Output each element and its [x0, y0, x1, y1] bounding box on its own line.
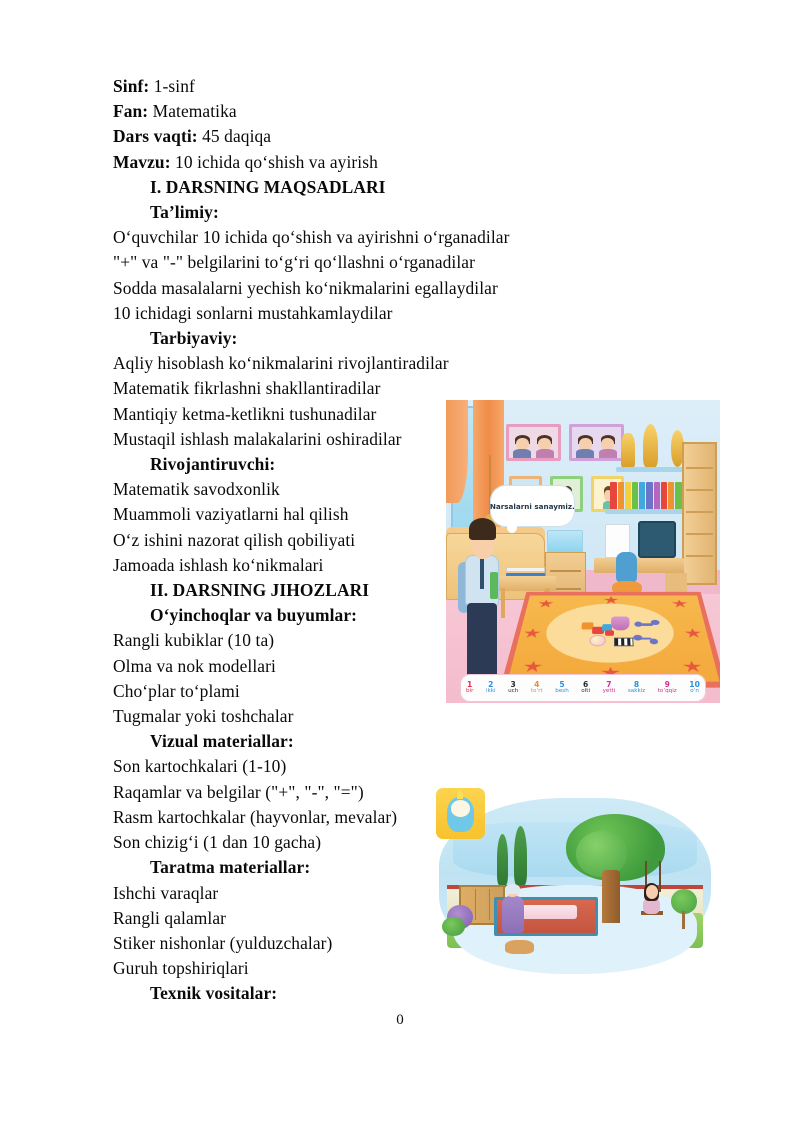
number-line-numeral: 4 [534, 679, 540, 689]
number-line-cell [466, 681, 473, 695]
trophy-icon [621, 433, 635, 466]
girl-on-swing [639, 881, 665, 932]
rivojlantiruvchi-item-1: Matematik savodxonlik [113, 479, 280, 500]
toy-dumbbell-bar [638, 638, 651, 640]
page-number: 0 [396, 1012, 404, 1028]
number-line-word: olti [581, 688, 591, 695]
woman-headscarf [505, 884, 521, 894]
small-tree [671, 889, 697, 929]
boy-trousers [467, 603, 497, 679]
book-spine [610, 482, 616, 509]
figure-courtyard-illustration [430, 786, 720, 984]
green-book [490, 572, 498, 599]
tree-crown-highlight [576, 831, 627, 877]
green-bush [442, 917, 465, 937]
number-line-numeral: 1 [467, 679, 473, 689]
tarbiyaviy-item-2: Matematik fikrlashni shakllantiradilar [113, 378, 381, 399]
wall-portrait-parents-1 [506, 424, 561, 460]
curtain-left [446, 400, 468, 503]
number-line-numeral: 8 [633, 679, 640, 689]
number-line-word: o‘n [690, 688, 699, 695]
vizual-item-4: Son chizig‘i (1 dan 10 gacha) [113, 832, 322, 853]
rug-flower-motif [537, 599, 554, 607]
toy-group [573, 614, 665, 657]
tarbiyaviy-item-1: Aqliy hisoblash ko‘nikmalarini rivojlantiradilar [113, 353, 449, 374]
woman-character [500, 885, 526, 933]
swing-rope [659, 861, 661, 892]
number-line-numeral: 10 [689, 679, 700, 689]
meta-value-fan: Matematika [148, 101, 237, 122]
storage-cabinet [682, 442, 718, 584]
cypress-tree [514, 826, 527, 885]
toy-apple [604, 630, 614, 636]
meta-value-mavzu: 10 ichida qo‘shish va ayirish [170, 151, 378, 172]
meta-line-sinf [113, 74, 713, 99]
number-line-word: besh [555, 688, 569, 695]
number-line-numeral: 2 [488, 679, 494, 689]
rug-flower-motif [603, 596, 618, 604]
book-spine [661, 482, 667, 509]
tarbiyaviy-item-4: Mustaqil ishlash malakalarini oshiradilar [113, 428, 402, 449]
book-spine [618, 482, 624, 509]
number-line-numeral: 3 [510, 679, 516, 689]
portrait-face [575, 434, 595, 458]
meta-label-dars-vaqti: Dars vaqti: [113, 126, 198, 147]
meta-label-fan: Fan: [113, 101, 149, 122]
subheading-taratma: Taratma materiallar: [150, 857, 311, 878]
rivojlantiruvchi-item-4: Jamoada ishlash ko‘nikmalari [113, 554, 324, 575]
portrait-face [512, 434, 532, 458]
room-scene [446, 400, 720, 703]
vase-icon [643, 424, 658, 466]
computer-monitor [638, 521, 676, 557]
meta-value-dars-vaqti: 45 daqiqa [197, 126, 272, 147]
subheading-vizual: Vizual materiallar: [150, 731, 294, 752]
number-line-cell [603, 681, 616, 695]
floor-rug [500, 592, 720, 688]
book-spine [654, 482, 660, 509]
number-line-cell [555, 681, 568, 695]
rug-flower-motif [522, 628, 541, 637]
number-line-cell [581, 681, 590, 695]
number-line-numeral: 5 [559, 679, 565, 689]
number-line-cell [531, 681, 543, 695]
subheading-tarbiyaviy: Tarbiyaviy: [150, 328, 238, 349]
speech-bubble-text: Narsalarni sanaymiz. [489, 501, 575, 511]
cypress-tree [497, 834, 509, 885]
toy-dumbbell-bar [640, 623, 652, 625]
talimiy-item-3: Sodda masalalarni yechish ko‘nikmalarini egallaydilar [113, 277, 498, 298]
section-heading-2: II. DARSNING JIHOZLARI [150, 580, 370, 601]
number-line-word: sakkiz [627, 688, 646, 695]
section-heading-1: I. DARSNING MAQSADLARI [150, 176, 386, 197]
meta-line-mavzu [113, 150, 713, 175]
book-spine [625, 482, 631, 509]
subheading-oyinchoqlar: O‘yinchoqlar va buyumlar: [150, 605, 358, 626]
meta-label-sinf: Sinf: [113, 76, 150, 96]
taratma-item-1: Ishchi varaqlar [113, 882, 219, 903]
taratma-item-2: Rangli qalamlar [113, 907, 227, 928]
book-spine [646, 482, 652, 509]
toy-bucket [610, 616, 629, 630]
woman-dress [502, 896, 524, 932]
book-spine [639, 482, 645, 509]
talimiy-item-2: "+" va "-" belgilarini to‘g‘ri qo‘llashni o‘rganadilar [113, 252, 476, 273]
rug-flower-motif [671, 599, 688, 607]
number-line-cell [486, 681, 496, 695]
oyinchoqlar-item-3: Cho‘plar to‘plami [113, 680, 240, 701]
rivojlantiruvchi-item-2: Muammoli vaziyatlarni hal qilish [113, 504, 349, 525]
boy-hair [469, 518, 496, 540]
girl-head [646, 885, 658, 898]
bookshelf-books [610, 482, 681, 509]
tarbiyaviy-item-3: Mantiqiy ketma-ketlikni tushunadilar [113, 403, 377, 424]
rug-flower-motif [683, 628, 702, 637]
toy-cube [581, 623, 592, 630]
chessboard [614, 638, 634, 647]
number-line-cell [689, 681, 700, 695]
figure-classroom-illustration [446, 400, 720, 703]
number-line-word: to‘qqiz [657, 688, 677, 695]
mascot-horn [457, 791, 463, 799]
rivojlantiruvchi-item-3: O‘z ishini nazorat qilish qobiliyati [113, 529, 356, 550]
number-line-numeral: 7 [606, 679, 612, 689]
number-line-numeral: 9 [664, 679, 670, 689]
oyinchoqlar-item-2: Olma va nok modellari [113, 655, 276, 676]
book-spine [668, 482, 674, 509]
number-line-strip [460, 674, 707, 701]
taratma-item-3: Stiker nishonlar (yulduzchalar) [113, 932, 333, 953]
mascot-face [451, 800, 471, 816]
rug-flower-motif [522, 661, 543, 672]
oyinchoqlar-item-1: Rangli kubiklar (10 ta) [113, 630, 275, 651]
subheading-talimiy: Ta’limiy: [150, 202, 219, 223]
meta-line-fan [113, 99, 713, 124]
portrait-face [535, 434, 555, 458]
portrait-face [598, 434, 618, 458]
schoolboy-character [454, 521, 509, 691]
wall-portrait-parents-2 [569, 424, 624, 460]
boy-tie [480, 559, 484, 590]
wall-shelf-bottom [605, 509, 687, 514]
book-spine [632, 482, 638, 509]
vizual-item-2: Raqamlar va belgilar ("+", "-", "=") [113, 781, 364, 802]
meta-label-mavzu: Mavzu: [113, 151, 171, 172]
mascot-badge-icon [436, 788, 485, 839]
number-line-word: ikki [485, 688, 496, 695]
subheading-rivojlantiruvchi: Rivojantiruvchi: [150, 454, 276, 475]
tree-trunk [602, 870, 620, 922]
number-line-cell [658, 681, 677, 695]
subheading-texnik: Texnik vositalar: [150, 983, 278, 1004]
talimiy-item-1: O‘quvchilar 10 ichida qo‘shish va ayirishni o‘rganadilar [113, 227, 510, 248]
number-line-word: to‘rt [530, 688, 543, 695]
number-line-numeral: 6 [583, 679, 589, 689]
number-line-word: yetti [602, 688, 616, 695]
vizual-item-3: Rasm kartochkalar (hayvonlar, mevalar) [113, 806, 398, 827]
talimiy-item-4: 10 ichidagi sonlarni mustahkamlaydilar [113, 302, 393, 323]
taratma-item-4: Guruh topshiriqlari [113, 958, 249, 979]
rug-flower-motif [682, 661, 703, 672]
courtyard-scene [430, 786, 720, 984]
number-line-word: bir [465, 688, 474, 695]
meta-value-sinf: 1-sinf [149, 76, 195, 96]
number-line-cell [628, 681, 645, 695]
meta-line-dars-vaqti [113, 124, 713, 149]
vizual-item-1: Son kartochkalari (1-10) [113, 756, 287, 777]
number-line-cell [508, 681, 518, 695]
dog-animal [505, 940, 534, 954]
number-line-word: uch [508, 688, 519, 695]
oyinchoqlar-item-4: Tugmalar yoki toshchalar [113, 706, 294, 727]
toy-ball [589, 635, 606, 646]
